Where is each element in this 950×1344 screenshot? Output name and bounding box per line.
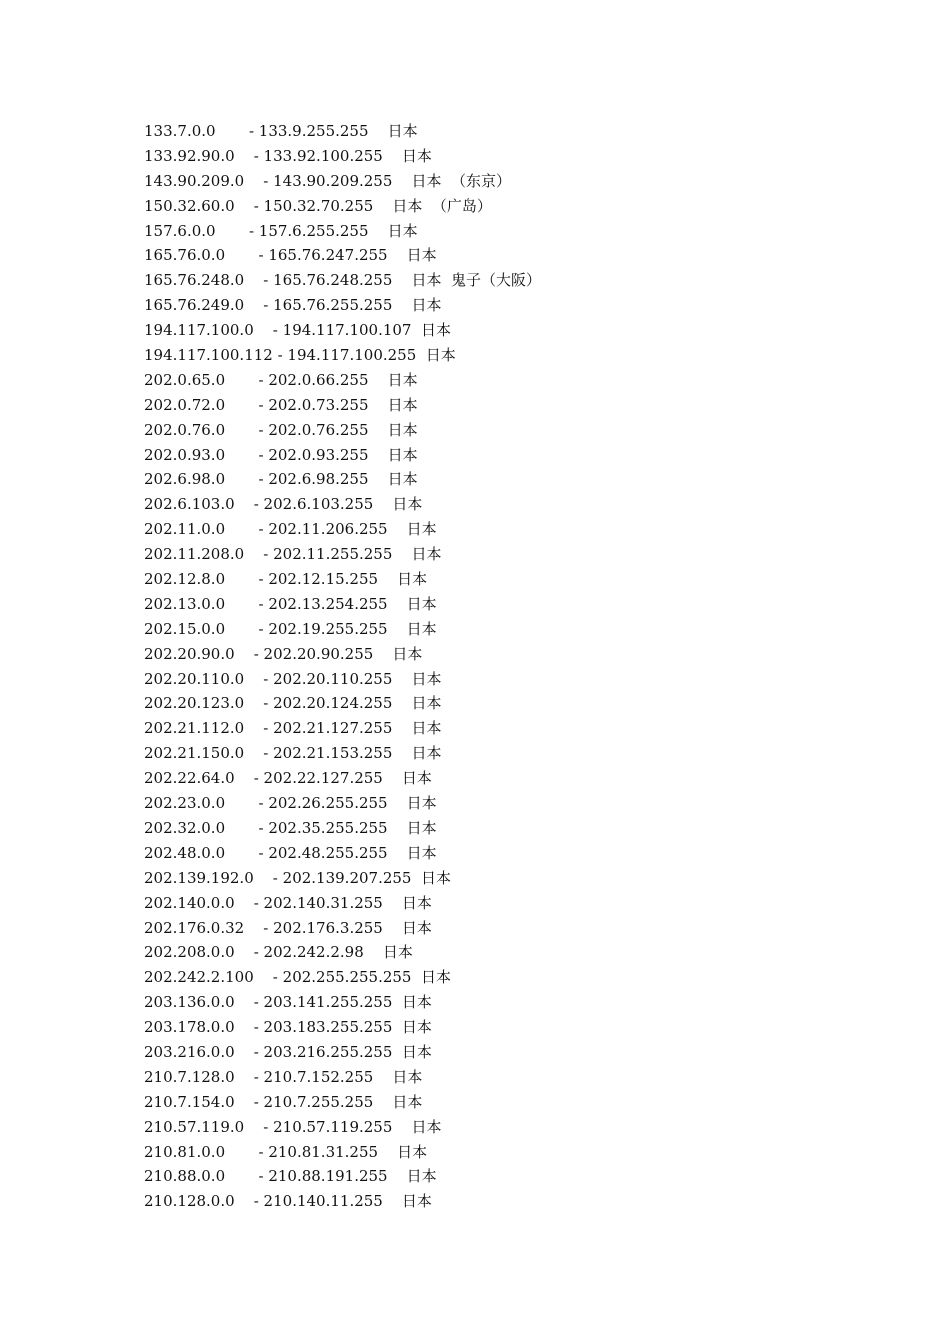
- ip-range-row: 165.76.248.0 - 165.76.248.255 日本 鬼子（大阪）: [144, 271, 541, 290]
- ip-range-row: 202.139.192.0 - 202.139.207.255 日本: [144, 868, 452, 887]
- ip-range-row: 165.76.0.0 - 165.76.247.255 日本: [144, 246, 437, 265]
- ip-range-row: 202.32.0.0 - 202.35.255.255 日本: [144, 818, 437, 837]
- ip-range-row: 202.20.123.0 - 202.20.124.255 日本: [144, 694, 442, 713]
- ip-range-row: 210.7.128.0 - 210.7.152.255 日本: [144, 1067, 423, 1086]
- ip-range-row: 202.208.0.0 - 202.242.2.98 日本: [144, 943, 413, 962]
- ip-range-row: 165.76.249.0 - 165.76.255.255 日本: [144, 296, 442, 315]
- ip-range-row: 203.216.0.0 - 203.216.255.255 日本: [144, 1042, 432, 1061]
- ip-range-row: 210.88.0.0 - 210.88.191.255 日本: [144, 1167, 437, 1186]
- ip-range-row: 202.176.0.32 - 202.176.3.255 日本: [144, 918, 432, 937]
- ip-range-row: 202.22.64.0 - 202.22.127.255 日本: [144, 769, 432, 788]
- ip-range-row: 202.20.90.0 - 202.20.90.255 日本: [144, 644, 423, 663]
- ip-range-row: 202.0.65.0 - 202.0.66.255 日本: [144, 370, 418, 389]
- ip-range-row: 203.136.0.0 - 203.141.255.255 日本: [144, 993, 432, 1012]
- ip-range-row: 202.11.208.0 - 202.11.255.255 日本: [144, 545, 442, 564]
- ip-range-row: 210.57.119.0 - 210.57.119.255 日本: [144, 1117, 442, 1136]
- ip-range-row: 202.48.0.0 - 202.48.255.255 日本: [144, 843, 437, 862]
- ip-range-row: 202.21.112.0 - 202.21.127.255 日本: [144, 719, 442, 738]
- ip-range-row: 210.81.0.0 - 210.81.31.255 日本: [144, 1142, 428, 1161]
- ip-range-row: 210.7.154.0 - 210.7.255.255 日本: [144, 1092, 423, 1111]
- ip-range-row: 150.32.60.0 - 150.32.70.255 日本 （广岛）: [144, 196, 492, 215]
- ip-range-row: 202.6.103.0 - 202.6.103.255 日本: [144, 495, 423, 514]
- ip-range-row: 202.23.0.0 - 202.26.255.255 日本: [144, 794, 437, 813]
- ip-range-row: 210.128.0.0 - 210.140.11.255 日本: [144, 1192, 432, 1211]
- ip-range-row: 202.0.76.0 - 202.0.76.255 日本: [144, 420, 418, 439]
- ip-range-row: 202.15.0.0 - 202.19.255.255 日本: [144, 619, 437, 638]
- ip-range-row: 203.178.0.0 - 203.183.255.255 日本: [144, 1018, 432, 1037]
- ip-range-row: 194.117.100.112 - 194.117.100.255 日本: [144, 346, 456, 365]
- ip-range-row: 202.12.8.0 - 202.12.15.255 日本: [144, 570, 428, 589]
- ip-range-row: 133.92.90.0 - 133.92.100.255 日本: [144, 146, 432, 165]
- ip-range-row: 202.140.0.0 - 202.140.31.255 日本: [144, 893, 432, 912]
- ip-range-row: 202.11.0.0 - 202.11.206.255 日本: [144, 520, 437, 539]
- ip-range-row: 202.6.98.0 - 202.6.98.255 日本: [144, 470, 418, 489]
- ip-range-row: 202.0.72.0 - 202.0.73.255 日本: [144, 395, 418, 414]
- ip-range-row: 157.6.0.0 - 157.6.255.255 日本: [144, 221, 418, 240]
- ip-range-list: [144, 119, 541, 1214]
- ip-range-row: 202.20.110.0 - 202.20.110.255 日本: [144, 669, 442, 688]
- ip-range-row: 202.242.2.100 - 202.255.255.255 日本: [144, 968, 452, 987]
- ip-range-row: 202.0.93.0 - 202.0.93.255 日本: [144, 445, 418, 464]
- ip-range-row: 202.21.150.0 - 202.21.153.255 日本: [144, 744, 442, 763]
- ip-range-row: 143.90.209.0 - 143.90.209.255 日本 （东京）: [144, 171, 511, 190]
- ip-range-row: 194.117.100.0 - 194.117.100.107 日本: [144, 321, 452, 340]
- ip-range-row: 133.7.0.0 - 133.9.255.255 日本: [144, 122, 418, 140]
- ip-range-row: 202.13.0.0 - 202.13.254.255 日本: [144, 594, 437, 613]
